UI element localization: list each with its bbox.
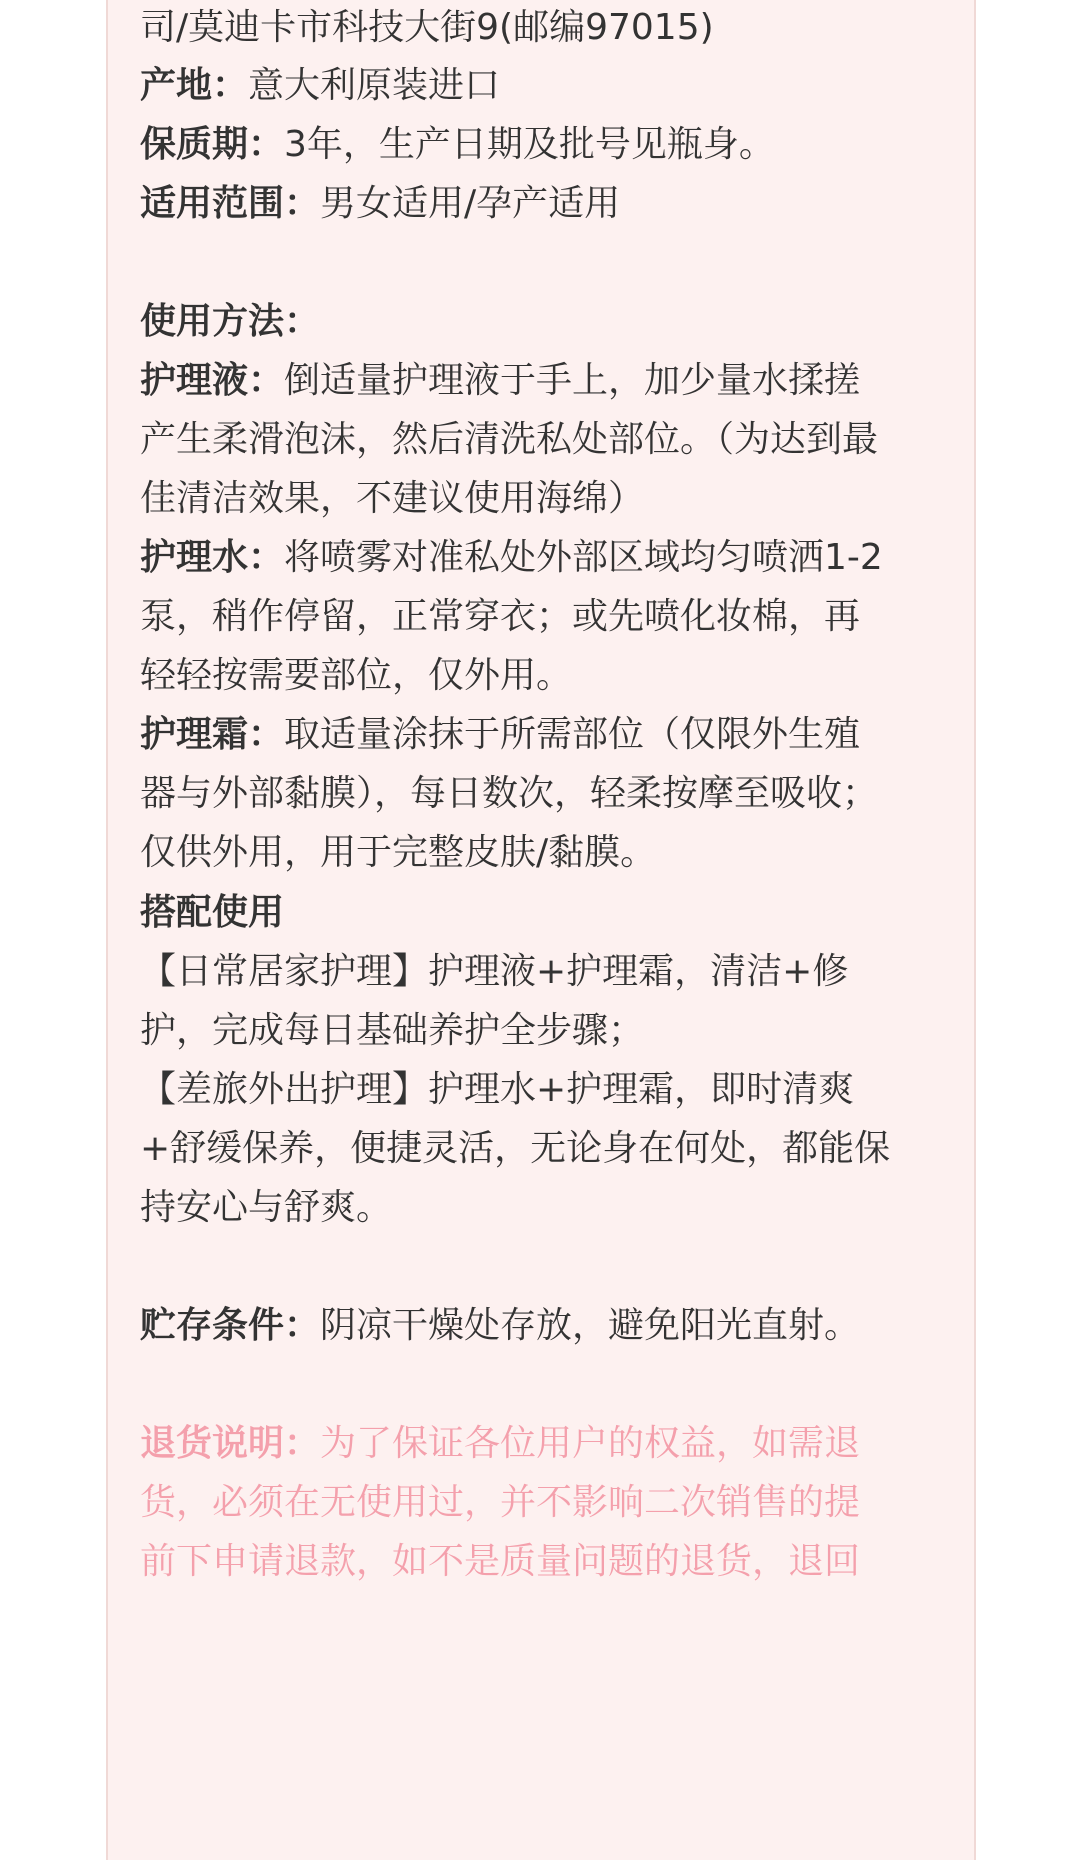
combo-travel-line-3: 持安心与舒爽。	[140, 1187, 393, 1228]
water-line-3: 轻轻按需要部位，仅外用。	[140, 655, 573, 696]
water-line-2: 泵，稍作停留，正常穿衣；或先喷化妆棉，再	[140, 596, 861, 637]
combo-home-line-2: 护，完成每日基础养护全步骤；	[140, 1010, 645, 1051]
origin-value: 意大利原装进口	[248, 65, 501, 106]
manufacturer-address-line: 司/莫迪卡市科技大街9(邮编97015)	[140, 7, 714, 48]
storage-label: 贮存条件：	[140, 1305, 321, 1346]
water-row	[140, 536, 883, 580]
water-label: 护理水：	[140, 537, 285, 578]
combo-heading: 搭配使用	[140, 892, 285, 933]
cream-line-2: 器与外部黏膜），每日数次，轻柔按摩至吸收；	[140, 773, 879, 814]
liquid-text: 倒适量护理液于手上，加少量水揉搓	[284, 360, 861, 401]
return-row	[140, 1422, 860, 1466]
storage-row	[140, 1304, 860, 1348]
scope-row	[140, 182, 620, 226]
cream-text: 取适量涂抹于所需部位（仅限外生殖	[284, 714, 861, 755]
cream-row	[140, 713, 860, 757]
combo-travel-line-1: 【差旅外出护理】护理水+护理霜，即时清爽	[140, 1069, 855, 1110]
combo-travel-line-2: +舒缓保养，便捷灵活，无论身在何处，都能保	[140, 1128, 891, 1169]
return-text: 为了保证各位用户的权益，如需退	[320, 1423, 861, 1464]
liquid-line-3: 佳清洁效果，不建议使用海绵）	[140, 478, 645, 519]
shelf-life-row	[140, 123, 775, 167]
water-text: 将喷雾对准私处外部区域均匀喷洒1-2	[284, 537, 883, 578]
origin-row	[140, 64, 500, 108]
return-line-2: 货，必须在无使用过，并不影响二次销售的提	[140, 1482, 861, 1523]
shelf-life-label: 保质期：	[140, 124, 285, 165]
cream-line-3: 仅供外用，用于完整皮肤/黏膜。	[140, 832, 657, 873]
combo-home-line-1: 【日常居家护理】护理液+护理霜，清洁+修	[140, 951, 849, 992]
liquid-row	[140, 359, 860, 403]
shelf-life-value: 3年，生产日期及批号见瓶身。	[284, 124, 775, 165]
scope-label: 适用范围：	[140, 183, 321, 224]
origin-label: 产地：	[140, 65, 249, 106]
liquid-label: 护理液：	[140, 360, 285, 401]
storage-value: 阴凉干燥处存放，避免阳光直射。	[320, 1305, 861, 1346]
scope-value: 男女适用/孕产适用	[320, 183, 621, 224]
liquid-line-2: 产生柔滑泡沫，然后清洗私处部位。（为达到最	[140, 419, 879, 460]
return-line-3: 前下申请退款，如不是质量问题的退货，退回	[140, 1541, 861, 1582]
usage-heading: 使用方法：	[140, 301, 321, 342]
return-label: 退货说明：	[140, 1423, 321, 1464]
cream-label: 护理霜：	[140, 714, 285, 755]
